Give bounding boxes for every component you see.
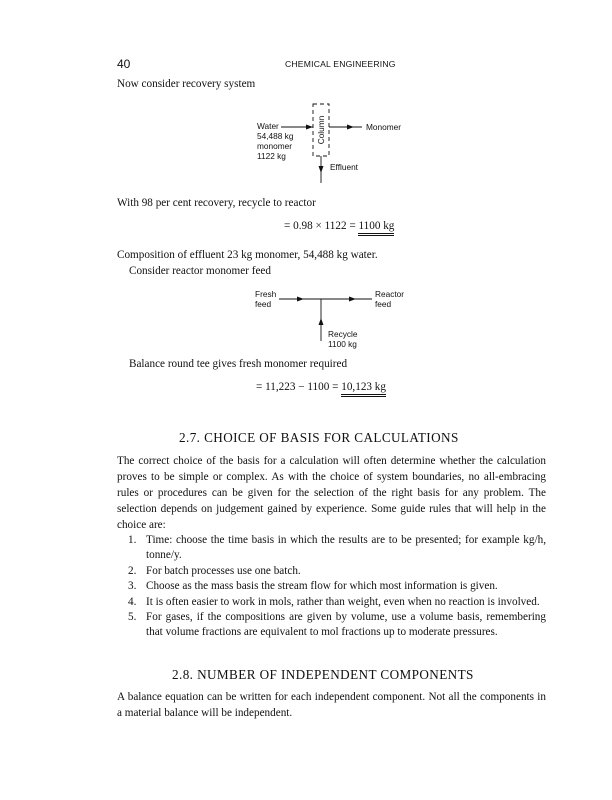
inlet-label: Water 54,488 kg monomer 1122 kg (257, 121, 294, 161)
fresh-feed-label: Fresh feed (255, 289, 277, 309)
effluent-arrowhead (319, 166, 324, 173)
section-2-8-paragraph: A balance equation can be written for each independent component. Not all the components in a material balance will be independent. (117, 691, 546, 719)
recycle-label: Recycle 1100 kg (328, 329, 358, 349)
effluent-composition-text: Composition of effluent 23 kg monomer, 54,488 kg water. (117, 249, 378, 261)
reactor-feed-label: Reactor feed (375, 289, 405, 309)
reactor-feed-arrowhead (349, 297, 356, 302)
recycle-result: 1100 kg (358, 220, 394, 236)
recycle-arrowhead (319, 318, 324, 325)
outlet-arrowhead (347, 125, 354, 130)
running-title: CHEMICAL ENGINEERING (285, 59, 396, 69)
recycle-text: With 98 per cent recovery, recycle to reactor (117, 197, 316, 209)
fresh-feed-arrowhead (297, 297, 304, 302)
column-label: Column (316, 115, 326, 145)
inlet-arrowhead (306, 125, 313, 130)
recovery-intro: Now consider recovery system (117, 78, 256, 90)
section-heading-2-8: 2.8. NUMBER OF INDEPENDENT COMPONENTS (172, 667, 474, 682)
reactor-feed-text: Consider reactor monomer feed (129, 265, 271, 277)
list-item: 3. Choose as the mass basis the stream flow for which most information is given. (128, 580, 498, 593)
balance-text: Balance round tee gives fresh monomer required (129, 358, 348, 370)
section-2-7-paragraph: The correct choice of the basis for a calculation will often determine whether the calculation proves to be simple or complex. As with the choice of system boundaries, no all-embracing rules or procedures can be given for the selection of the right basis for any problem. The selection depends on judgement gained by experience. Some guide rules that will help in the choice are: (117, 455, 546, 531)
effluent-label: Effluent (330, 162, 358, 172)
list-item: 2. For batch processes use one batch. (128, 564, 301, 577)
balance-equation-lhs: = 11,223 − 1100 = (256, 381, 339, 393)
list-item: 4. It is often easier to work in mols, rather than weight, even when no reaction is involved. (128, 595, 540, 608)
monomer-outlet-label: Monomer (366, 122, 402, 132)
page-number: 40 (117, 57, 131, 71)
guide-rules-list (128, 533, 546, 641)
recycle-equation-lhs: = 0.98 × 1122 = (284, 220, 356, 232)
section-heading-2-7: 2.7. CHOICE OF BASIS FOR CALCULATIONS (179, 430, 459, 445)
balance-equation (256, 381, 386, 393)
list-item: 5. For gases, if the compositions are given by volume, use a volume basis, remembering that volume fractions are equivalent to mol fractions up to moderate pressures. (128, 611, 546, 639)
balance-result: 10,123 kg (341, 381, 386, 397)
list-item: 1. Time: choose the time basis in which the results are to be presented; for example kg/h, tonne/y. (128, 534, 546, 562)
recycle-equation (284, 220, 394, 232)
